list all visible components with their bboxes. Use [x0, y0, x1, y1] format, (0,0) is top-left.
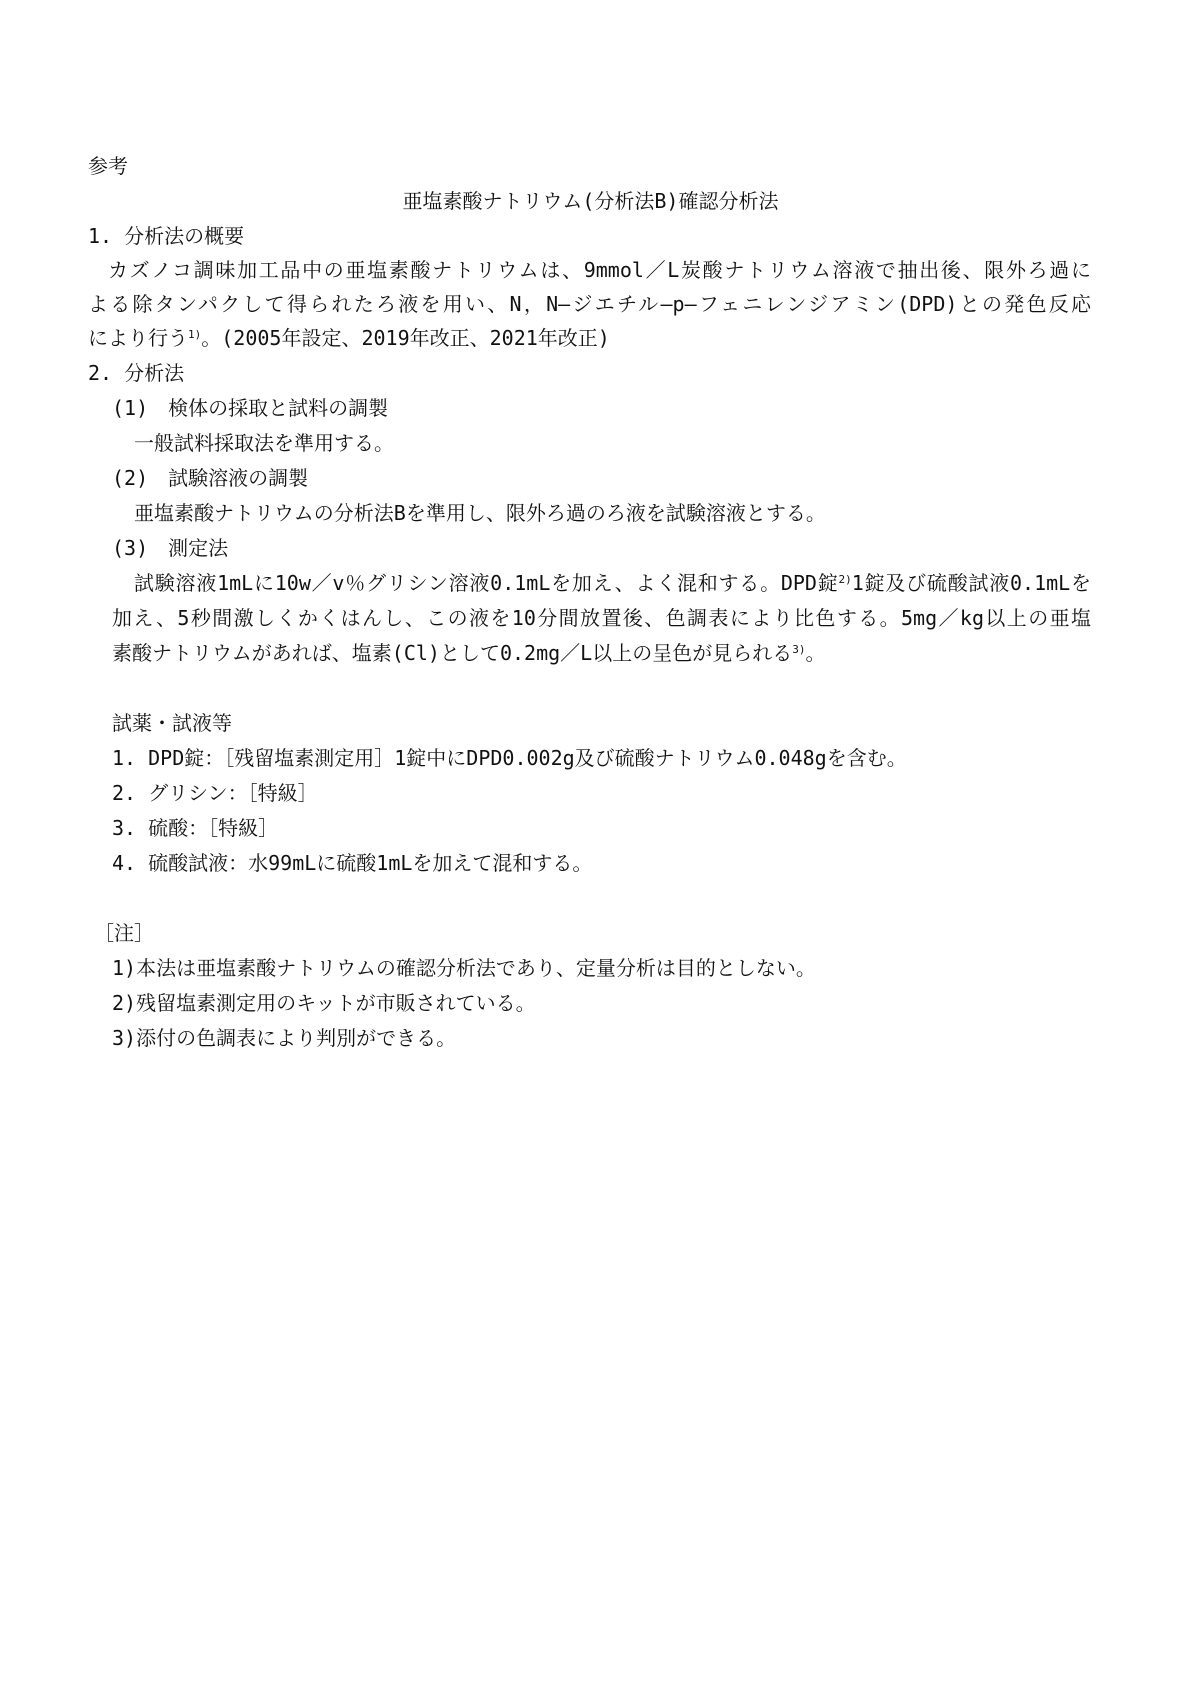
overview-line-2: よる除タンパクして得られたろ液を用い、N，N―ジエチル―p―フェニレンジアミン(DPD)との発色反応	[88, 292, 1091, 316]
overview-line-3: により行う$^{1)}$。(2005年設定、2019年改正、2021年改正)	[88, 326, 610, 350]
reference-label: 参考	[88, 154, 128, 178]
method-line-3: 素酸ナトリウムがあれば、塩素(Cl)として0.2mg／L以上の呈色が見られる$^{3)}$。	[112, 641, 826, 665]
note-item: 3)添付の色調表により判別ができる。	[112, 1026, 457, 1050]
footnote-ref-3: 3)	[792, 643, 806, 656]
section-1-heading: 1. 分析法の概要	[88, 224, 245, 248]
reagent-item: 4. 硫酸試液：水99mLに硫酸1mLを加えて混和する。	[112, 851, 593, 875]
reagents-heading: 試薬・試液等	[112, 711, 232, 735]
subsection-2-heading: (2) 試験溶液の調製	[112, 466, 309, 490]
document-title: 亜塩素酸ナトリウム(分析法B)確認分析法	[402, 189, 779, 213]
reagent-item: 3. 硫酸：［特級］	[112, 816, 279, 840]
subsection-3-heading: (3) 測定法	[112, 536, 229, 560]
subsection-1-heading: (1) 検体の採取と試料の調製	[112, 396, 389, 420]
overview-line-1: カズノコ調味加工品中の亜塩素酸ナトリウムは、9mmol／L炭酸ナトリウム溶液で抽出後、限外ろ過に	[108, 258, 1091, 282]
notes-heading: ［注］	[94, 921, 154, 945]
reagent-item: 1. DPD錠：［残留塩素測定用］1錠中にDPD0.002g及び硫酸ナトリウム0.048gを含む。	[112, 746, 907, 770]
method-line-2: 加え、5秒間激しくかくはんし、この液を10分間放置後、色調表により比色する。5mg／kg以上の亜塩	[112, 606, 1091, 630]
subsection-1-text: 一般試料採取法を準用する。	[134, 431, 394, 455]
note-item: 2)残留塩素測定用のキットが市販されている。	[112, 991, 536, 1015]
footnote-ref-2: 2)	[838, 573, 852, 586]
method-line-1: 試験溶液1mLに10w／v％グリシン溶液0.1mLを加え、よく混和する。DPD錠$^{2)}$1錠及び硫酸試液0.1mLを	[134, 571, 1091, 595]
reagent-item: 2. グリシン：［特級］	[112, 781, 318, 805]
footnote-ref-1: 1)	[188, 328, 202, 341]
subsection-2-text: 亜塩素酸ナトリウムの分析法Bを準用し、限外ろ過のろ液を試験溶液とする。	[134, 501, 826, 525]
note-item: 1)本法は亜塩素酸ナトリウムの確認分析法であり、定量分析は目的としない。	[112, 956, 816, 980]
section-2-heading: 2. 分析法	[88, 361, 185, 385]
